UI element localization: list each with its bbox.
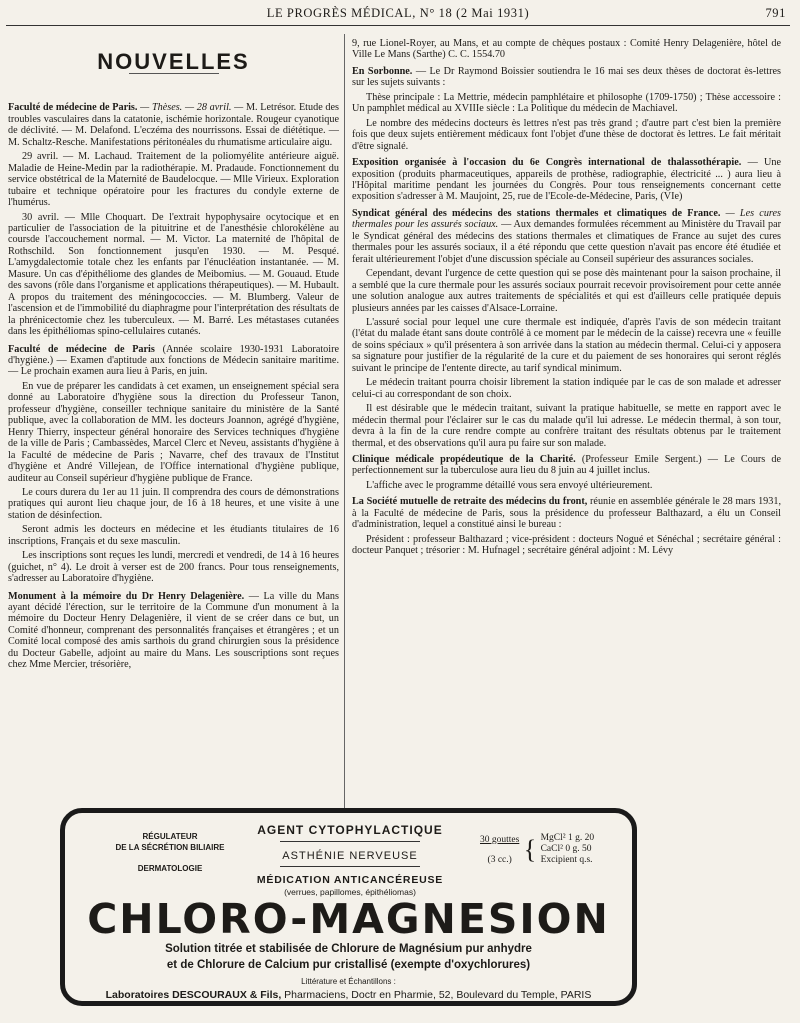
paragraph: 29 avril. — M. Lachaud. Traitement de la poliomyélite antérieure aiguë. Maladie de Heine-Medin par la radiothérapie. M. Pradaude. Fonctionnement du service obstétrical de la Maternité de Baudelocque. — Mlle Virieux. Exploration tubaire et technique opératoire pour les fractures du condyle externe de l'humérus.	[8, 151, 339, 209]
column-divider	[344, 34, 345, 810]
paragraph: Cependant, devant l'urgence de cette question qui se pose dès maintenant pour la saison prochaine, il a semblé que la cure thermale pour les assurés sociaux pourrait recevoir provisoirement pour cette année une solution analogue aux autres traitements de spécialités et qui est d'ailleurs celle pratiquée depuis plusieurs années par les caisses d'Alsace-Lorraine.	[352, 268, 781, 314]
ad-description-2: et de Chlorure de Calcium pur cristallisé (exempte d'oxychlorures)	[166, 959, 531, 971]
ad-description-1: Solution titrée et stabilisée de Chlorure de Magnésium pur anhydre	[165, 943, 532, 955]
article-text: — La ville du Mans ayant décidé l'érection, sur le territoire de la Commune d'un monument à la mémoire du Docteur Henry Delagenière, il vient de se créer dans ce but, un Comité d'honneur, comprenant des personnalités françaises et étrangères ; et un Comité local composé des amis sarthois du grand chirurgien sous la présidence du Docteur Gabelle, adjoint au maire du Mans. Les souscriptions sont reçues chez Mme Mercier, trésorière,	[8, 590, 339, 671]
ad-composition	[541, 833, 595, 866]
article-heading: En Sorbonne.	[352, 65, 413, 77]
article-text: — Le Dr Raymond Boissier soutiendra le 16 mai ses deux thèses de doctorat ès-lettres sur les sujets suivants :	[352, 65, 781, 89]
article-heading: Clinique médicale propédeutique de la Charité.	[352, 453, 576, 465]
ad-use-1: AGENT CYTOPHYLACTIQUE	[257, 823, 443, 837]
article-text: — Aux demandes formulées récemment au Ministère du Travail par le Syndicat général des médecins des stations thermales et climatiques de France au sujet des cures thermales pour les assurés sociaux, il a été répondu que cette question n'avait pas encore été étudiée et ferait ultérieurement l'objet d'une discussion spéciale au Conseil supérieur des assurances sociales.	[352, 219, 781, 265]
paragraph: L'assuré social pour lequel une cure thermale est indiquée, d'après l'avis de son médecin traitant (l'état du malade étant sans doute contrôlé à ce moment par le médecin de la caisse) recevra une « feuille de soins spéciaux » qu'il présentera à son arrivée dans la station au médecin thermal. Celui-ci y apposera sa signature pour justifier de la régularité de la cure et du paiement de ses honoraires qui seront réglés suivant le principe de l'entente directe, au tarif syndical minimum.	[352, 316, 781, 374]
advertisement-box	[60, 808, 637, 1006]
running-head	[10, 6, 786, 22]
ad-indication: DERMATOLOGIE	[137, 864, 203, 873]
article-syndicat	[352, 208, 781, 265]
article-heading: Exposition organisée à l'occasion du 6e Congrès international de thalassothérapie.	[352, 157, 742, 169]
ad-use-2: ASTHÉNIE NERVEUSE	[282, 850, 418, 862]
left-column	[8, 38, 339, 813]
paragraph: 9, rue Lionel-Royer, au Mans, et au compte de chèques postaux : Comité Henry Delagenière, hôtel de Ville Le Mans (Sarthe) C. C. 1554.70	[352, 38, 781, 61]
article-subheading: — Les cures thermales pour les assurés sociaux.	[352, 207, 781, 231]
article-text: réunie en assemblée générale le 28 mars 1931, à la Faculté de médecine de Paris, sous la présidence du professeur Balthazard, a élu un Conseil d'administration, lequel a constitué ainsi le bureau :	[352, 496, 781, 531]
paragraph: Il est désirable que le médecin traitant, suivant la pratique habituelle, se mette en rapport avec le médecin thermal pour l'éclairer sur le cas du malade qu'il lui adresse. Le médecin thermal, à son tour, devra à la fin de la cure rendre compte au confrère traitant des résultats obtenus par le traitement thermal, et des observations qu'il aura pu faire sur son malade.	[352, 403, 781, 449]
article-societe	[352, 496, 781, 530]
ad-indication: DE LA SÉCRÉTION BILIAIRE	[115, 843, 225, 852]
ad-use-3-detail: (verrues, papillomes, épithéliomas)	[284, 887, 416, 897]
ad-use-3: MÉDICATION ANTICANCÉREUSE	[256, 874, 444, 886]
page-number: 791	[765, 6, 786, 20]
article-faculte-hygiene	[8, 344, 339, 378]
ad-uses	[235, 823, 465, 897]
article-faculte-theses	[8, 102, 339, 148]
article-heading: Faculté de médecine de Paris.	[8, 102, 138, 114]
article-monument	[8, 591, 339, 671]
brace-icon: {	[523, 834, 537, 864]
ad-lab-address: Pharmaciens, Doctr en Pharmie, 52, Boulevard du Temple, PARIS	[284, 989, 592, 1001]
article-text: (Année scolaire 1930-1931 Laboratoire d'hygiène.) — Examen d'aptitude aux fonctions de Médecin sanitaire maritime. — Le prochain examen aura lieu à Paris, en juin.	[8, 343, 339, 378]
header-rule	[6, 25, 790, 26]
right-column	[352, 38, 781, 738]
paragraph: L'affiche avec le programme détaillé vous sera envoyé ultérieurement.	[366, 479, 653, 491]
section-title: NOUVELLES	[97, 49, 250, 74]
ad-samples-note: Littérature et Échantillons :	[301, 977, 396, 986]
paragraph: Le médecin traitant pourra choisir librement la station indiquée par le cas de son malade et adresser celui-ci au correspondant de son choix.	[352, 377, 781, 400]
ad-composition-item: CaCl² 0 g. 50	[540, 844, 592, 854]
article-text: M. Letrésor. Etude des troubles vasculaires dans la catatonie, ischémie horizontale. Rougeur cyanotique de déclivité. — M. Delafond. L'eczéma des nourrissons. Essai de diététique. — M. Schaltz-Resche. Manifestations péritonéales du rhumatisme articulaire aigu.	[8, 102, 339, 148]
article-heading: La Société mutuelle de retraite des médecins du front,	[352, 496, 588, 508]
paragraph: Thèse principale : La Mettrie, médecin pamphlétaire et philosophe (1709-1750) ; Thèse accessoire : Un pamphlet médical au XVIIIe siècle : La Politique du médecin de Machiavel.	[352, 91, 781, 115]
ad-indications	[95, 831, 245, 874]
ad-divider	[280, 841, 420, 842]
ad-divider	[280, 866, 420, 867]
article-heading: Syndicat général des médecins des stations thermales et climatiques de France.	[352, 207, 721, 219]
ad-dose-volume: (3 cc.)	[487, 854, 512, 865]
article-clinique	[352, 454, 781, 477]
paragraph: Président : professeur Balthazard ; vice-président : docteurs Nogué et Sénéchal ; secrétaire général : docteur Panquet ; trésorier : M. Hufnagel ; secrétaire général adjoint : M. Lévy	[352, 533, 781, 557]
ad-dose: 30 gouttes	[480, 834, 520, 845]
article-subheading: — Thèses. — 28 avril. —	[140, 102, 244, 114]
paragraph: Le cours durera du 1er au 11 juin. Il comprendra des cours de démonstrations pratiques qui auront lieu chaque jour, de 16 à 18 heures, et une visite à une station de désinfection.	[8, 486, 339, 521]
article-heading: Monument à la mémoire du Dr Henry Delagenière.	[8, 590, 245, 602]
ad-lab-name: Laboratoires DESCOURAUX & Fils,	[105, 989, 282, 1001]
paragraph: 30 avril. — Mlle Choquart. De l'extrait hypophysaire ocytocique et en particulier de l'association de la pituitrine et de l'anesthésie chlorokélène au coursde l'accouchement normal. — M. Victor. La maternité de l'hôpital de Rothschild. Son fonctionnement jusqu'en 1930. — M. Pesqué. L'amygdalectomie totale chez les enfants par l'énucléation instantanée. — M. Masure. Un cas d'épithéliome des glandes de Meibomius. — M. Gouaud. Etude des savons (rôle dans l'organisme et applications thérapeutiques). — M. Hubault. A propos du traitement des méningococcies. — M. Blumberg. Valeur de l'ascension et de l'immobilité du diaphragme pour l'interprétation des résultats de la phrénicectomie chez les tuberculeux. — M. Barré. Les métastases cutanées dans les épithéliomas spino-cellulaires cutanés.	[8, 211, 339, 338]
ad-formula	[480, 833, 630, 866]
ad-composition-item: Excipient q.s.	[540, 855, 593, 865]
journal-title: LE PROGRÈS MÉDICAL, N° 18 (2 Mai 1931)	[266, 6, 530, 20]
ad-brand-name: CHLORO-MAGNESION	[87, 895, 610, 943]
paragraph: Seront admis les docteurs en médecine et les étudiants titulaires de 16 inscriptions, Français et du sexe masculin.	[8, 524, 339, 547]
paragraph: Le nombre des médecins docteurs ès lettres n'est pas très grand ; d'autre part c'est bien la première fois que deux sujets entièrement médicaux font l'objet d'une thèse de doctorat ès lettres. Le fait méritait d'être signalé.	[352, 117, 781, 152]
ad-indication: RÉGULATEUR	[142, 832, 198, 841]
article-exposition	[352, 157, 781, 203]
paragraph: En vue de préparer les candidats à cet examen, un enseignement spécial sera donné au Laboratoire d'hygiène sous la direction du Professeur Tanon, professeur d'hygiène, conseiller technique sanitaire du ministère de la Santé publique, avec la collaboration de MM. les docteurs Joannon, agrégé d'hygiène, Henry Thierry, inspecteur général honoraire des Services techniques d'hygiène de la ville de Paris ; Cambassèdes, Marcel Clerc et Neveu, assistants d'hygiène à la Faculté de médecine de Paris ; Navarre, chef des travaux de l'Institut d'hygiène et André Villejean, de l'Office international d'hygiène publique, auditeur au Conseil supérieur d'hygiène publique de France.	[8, 380, 339, 484]
paragraph: Les inscriptions sont reçues les lundi, mercredi et vendredi, de 14 à 16 heures (guichet, n° 4). Le droit à verser est de 200 francs. Pour tous renseignements, s'adresser au Laboratoire d'hygiène.	[8, 550, 339, 585]
article-heading: Faculté de médecine de Paris	[8, 343, 155, 355]
article-text: (Professeur Emile Sergent.) — Le Cours de perfectionnement sur la tuberculose aura lieu du 8 juin au 4 juillet inclus.	[352, 453, 781, 477]
ad-laboratory	[65, 989, 632, 1001]
ad-composition-item: MgCl² 1 g. 20	[540, 833, 595, 843]
article-text: — Une exposition (produits pharmaceutiques, appareils de prothèse, radiographie, électricité ... ) aura lieu à l'Hôpital maritime pendant les journées du Congrès. Pour tous renseignements concernant cette exposition s'adresser à M. Maujoint, 25, rue de l'Ecole-de-Médecine, Paris, (VIe)	[352, 157, 781, 203]
article-sorbonne	[352, 66, 781, 89]
